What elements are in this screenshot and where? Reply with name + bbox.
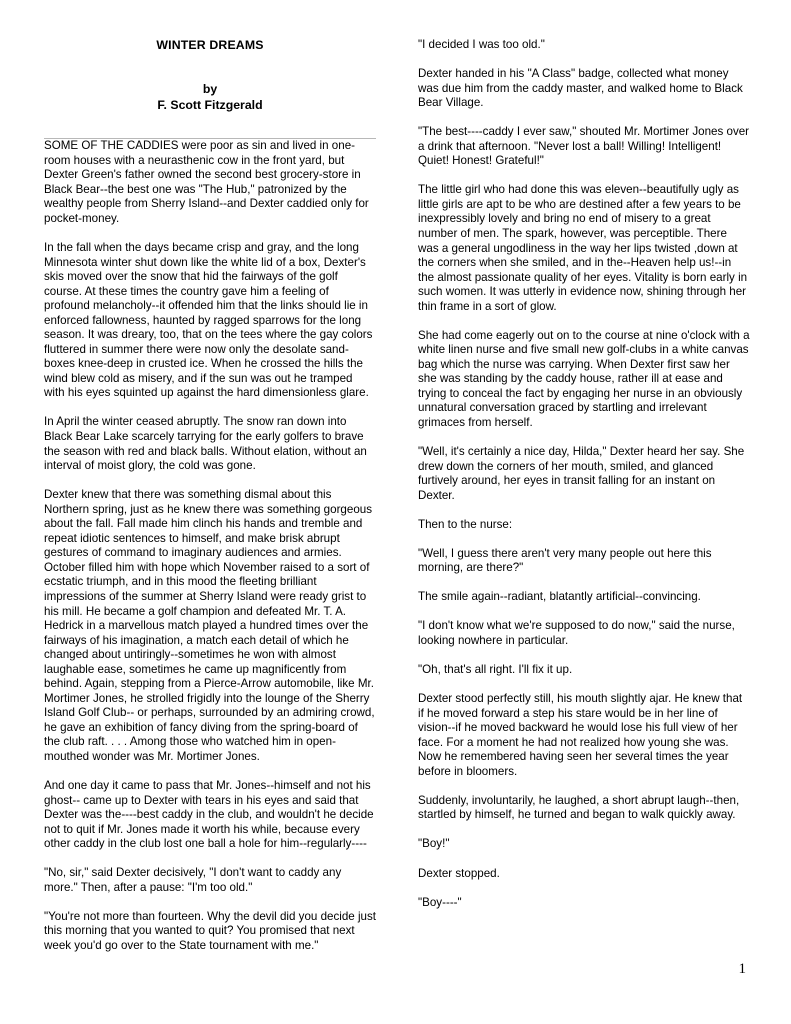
paragraph: The smile again--radiant, blatantly artificial--convincing. (418, 590, 701, 604)
paragraph: She had come eagerly out on to the course at nine o'clock with a white linen nurse and five small new golf-clubs in a white canvas bag which the nurse was carrying. When Dexter first saw her she was standing by the caddy house, rather ill at ease and trying to conceal the fact by engaging her nurse in an obviously unnatural conversation graced by startling and irrelevant grimaces from herself. (418, 328, 750, 430)
paragraph: Dexter stopped. (418, 866, 500, 880)
title-block (44, 38, 376, 113)
paragraph: SOME OF THE CADDIES were poor as sin and lived in one-room houses with a neurasthenic cow in the front yard, but Dexter Green's father owned the second best grocery-store in Black Bear--the best one was "The Hub," patronized by the wealthy people from Sherry Island--and Dexter caddied only for pocket-money. (44, 139, 369, 225)
paragraph: "Oh, that's all right. I'll fix it up. (418, 663, 573, 677)
page-title: WINTER DREAMS (156, 38, 264, 52)
paragraph: Then to the nurse: (418, 517, 513, 531)
paragraph: Dexter knew that there was something dismal about this Northern spring, just as he knew there was something gorgeous about the fall. Fall made him clinch his hands and tremble and repeat idiotic sentences to himself, and make brisk abrupt gestures of command to imaginary audiences and armies. October filled him with hope which November raised to a sort of ecstatic triumph, and in this mood the fleeting brilliant impressions of the summer at Sherry Island were ready grist to his mill. He became a golf champion and defeated Mr. T. A. Hedrick in a marvellous match played a hundred times over the fairways of his imagination, a match each detail of which he changed about untiringly--sometimes he won with almost laughable ease, sometimes he came up magnificently from behind. Again, stepping from a Pierce-Arrow automobile, like Mr. Mortimer Jones, he strolled frigidly into the lounge of the Sherry Island Golf Club-- or perhaps, surrounded by an admiring crowd, he gave an exhibition of fancy diving from the spring-board of the club raft. . . . Among those who watched him in open-mouthed wonder was Mr. Mortimer Jones. (44, 488, 375, 764)
right-column (418, 38, 750, 954)
paragraph: "I decided I was too old." (418, 38, 545, 51)
paragraph: In April the winter ceased abruptly. The snow ran down into Black Bear Lake scarcely tarrying for the early golfers to brave the season with red and black balls. Without elation, without an interval of moist glory, the cold was gone. (44, 415, 367, 473)
two-column-layout (44, 38, 750, 954)
paragraph: "You're not more than fourteen. Why the devil did you decide just this morning that you wanted to quit? You promised that next week you'd go over to the State tournament with me." (44, 909, 377, 952)
paragraph: In the fall when the days became crisp and gray, and the long Minnesota winter shut down like the white lid of a box, Dexter's skis moved over the snow that hid the fairways of the golf course. At these times the country gave him a feeling of profound melancholy--it offended him that the links should lie in enforced fallowness, haunted by ragged sparrows for the long season. It was dreary, too, that on the tees where the gay colors fluttered in summer there were now only the desolate sand-boxes knee-deep in crusted ice. When he crossed the hills the wind blew cold as misery, and if the sun was out he tramped with his eyes squinted up against the hard dimensionless glare. (44, 240, 373, 400)
left-column-body (44, 139, 376, 953)
page-number: 1 (738, 961, 746, 977)
title-spacer (44, 53, 376, 81)
paragraph: "Well, it's certainly a nice day, Hilda," Dexter heard her say. She drew down the corners of her mouth, smiled, and glanced furtively around, her eyes in transit falling for an instant on Dexter. (418, 445, 745, 502)
paragraph: "Boy----" (418, 895, 462, 909)
paragraph: "No, sir," said Dexter decisively, "I don't want to caddy any more." Then, after a pause: "I'm too old." (44, 866, 342, 894)
author-name: F. Scott Fitzgerald (157, 97, 263, 112)
paragraph: Dexter stood perfectly still, his mouth slightly ajar. He knew that if he moved forward a step his stare would be in her line of vision--if he moved backward he would lose his full view of her face. For a moment he had not realized how young she was. Now he remembered having seen her several times the year before in bloomers. (418, 692, 743, 778)
byline-by-label: by (202, 81, 218, 96)
paragraph: Dexter handed in his "A Class" badge, collected what money was due him from the caddy master, and walked home to Black Bear Village. (418, 67, 743, 110)
paragraph: And one day it came to pass that Mr. Jones--himself and not his ghost-- came up to Dexter with tears in his eyes and said that Dexter was the----best caddy in the club, and wouldn't he decide not to quit if Mr. Jones made it worth his while, because every other caddy in the club lost one ball a hole for him--regularly---- (44, 779, 374, 851)
paragraph: Suddenly, involuntarily, he laughed, a short abrupt laugh--then, startled by himself, he turned and began to walk quickly away. (418, 793, 740, 822)
paragraph: "I don't know what we're supposed to do now," said the nurse, looking nowhere in particular. (418, 619, 735, 647)
paragraph: "Boy!" (418, 837, 450, 851)
paragraph: "Well, I guess there aren't very many people out here this morning, are there?" (418, 546, 712, 575)
paragraph: "The best----caddy I ever saw," shouted Mr. Mortimer Jones over a drink that afternoon. "Never lost a ball! Willing! Intelligent! Quiet! Honest! Grateful!" (418, 125, 750, 168)
paragraph: The little girl who had done this was eleven--beautifully ugly as little girls are apt to be who are destined after a few years to be inexpressibly lovely and bring no end of misery to a great number of men. The spark, however, was perceptible. There was a general ungodliness in the way her lips twisted ,down at the corners when she smiled, and in the--Heaven help us!--in the almost passionate quality of her eyes. Vitality is born early in such women. It was utterly in evidence now, shining through her thin frame in a sort of glow. (418, 183, 748, 313)
left-column (44, 38, 376, 954)
